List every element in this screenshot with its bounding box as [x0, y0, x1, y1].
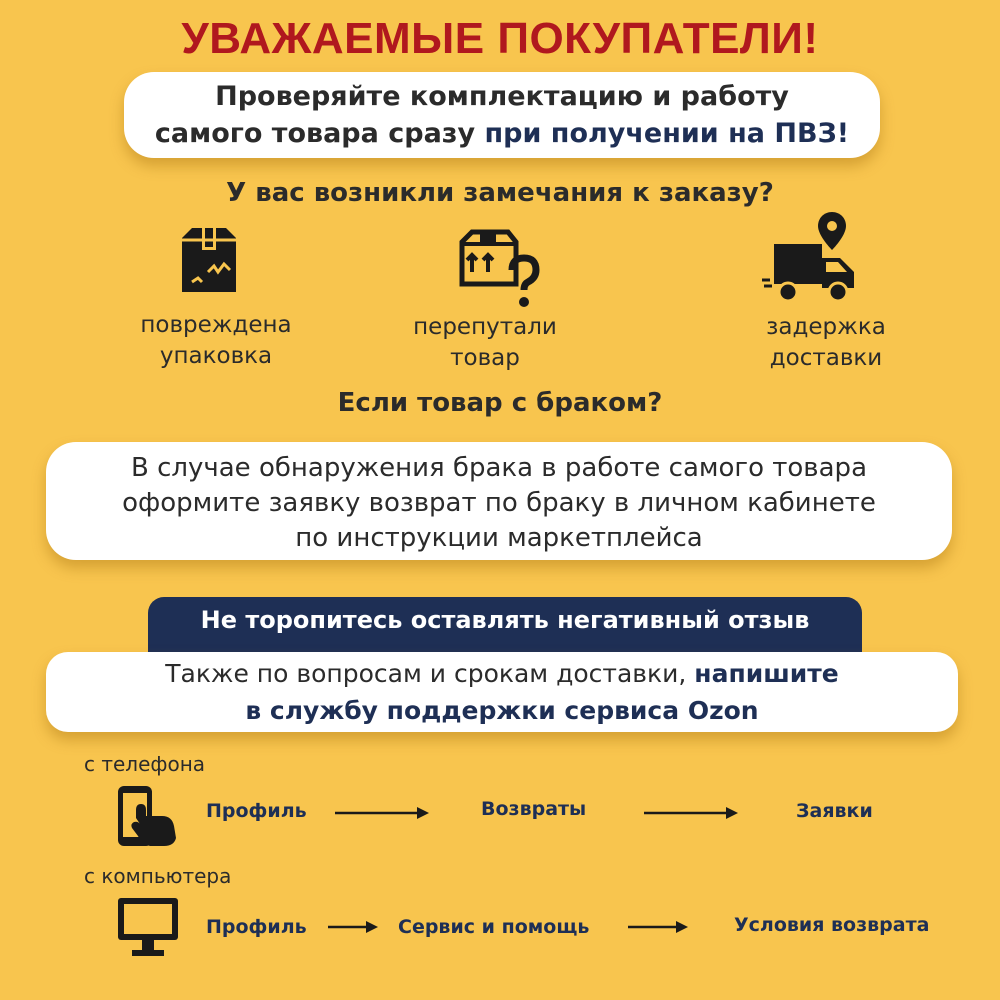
delivery-truck-icon	[760, 210, 860, 304]
issue-wrong-item	[375, 312, 595, 374]
issue-label-line1: задержка	[766, 314, 886, 340]
computer-step-service-help: Сервис и помощь	[398, 916, 590, 938]
support-line1-plain: Также по вопросам и срокам доставки,	[165, 659, 695, 688]
issue-label-line1: повреждена	[140, 312, 292, 338]
phone-tap-icon	[114, 784, 186, 848]
support-line1-bold: напишите	[694, 659, 839, 688]
arrow-right-icon	[628, 920, 688, 934]
phone-step-profile: Профиль	[206, 800, 307, 822]
review-warning-text: Не торопитесь оставлять негативный отзыв	[200, 606, 810, 634]
defect-line1: В случае обнаружения брака в работе самого товара	[130, 453, 867, 483]
phone-step-returns: Возвраты	[481, 798, 587, 820]
computer-step-profile: Профиль	[206, 916, 307, 938]
issue-damaged-packaging	[106, 310, 326, 372]
issue-label-line1: перепутали	[413, 314, 557, 340]
box-question-icon	[458, 228, 544, 310]
defect-question: Если товар с браком?	[337, 388, 663, 418]
phone-path-label: с телефона	[84, 752, 206, 776]
support-line2: в службу поддержки сервиса Ozon	[245, 696, 759, 725]
defect-line3: по инструкции маркетплейса	[295, 523, 703, 553]
issue-label-line2: доставки	[769, 345, 883, 371]
computer-path-label: с компьютера	[84, 864, 232, 888]
support-text	[46, 655, 958, 729]
monitor-icon	[116, 896, 180, 958]
defect-line2: оформите заявку возврат по браку в личном кабинете	[122, 488, 876, 518]
computer-step-return-conditions: Условия возврата	[734, 914, 930, 936]
issue-label-line2: упаковка	[159, 343, 273, 369]
damaged-box-icon	[178, 226, 240, 294]
issue-label-line2: товар	[450, 345, 520, 371]
check-notice-line2-accent: при получении на ПВЗ!	[484, 118, 850, 149]
support-line1	[46, 655, 958, 692]
issues-question: У вас возникли замечания к заказу?	[226, 178, 774, 208]
page-title: УВАЖАЕМЫЕ ПОКУПАТЕЛИ!	[181, 14, 819, 63]
check-notice-text	[124, 78, 880, 152]
phone-step-requests: Заявки	[796, 800, 873, 822]
check-notice-line2	[124, 115, 880, 152]
check-notice-line2-plain: самого товара сразу	[154, 118, 485, 149]
arrow-right-icon	[328, 920, 378, 934]
arrow-right-icon	[644, 806, 738, 820]
defect-instruction-text	[46, 451, 952, 556]
issue-delivery-delay	[716, 312, 936, 374]
check-notice-line1: Проверяйте комплектацию и работу	[215, 81, 789, 112]
arrow-right-icon	[335, 806, 429, 820]
